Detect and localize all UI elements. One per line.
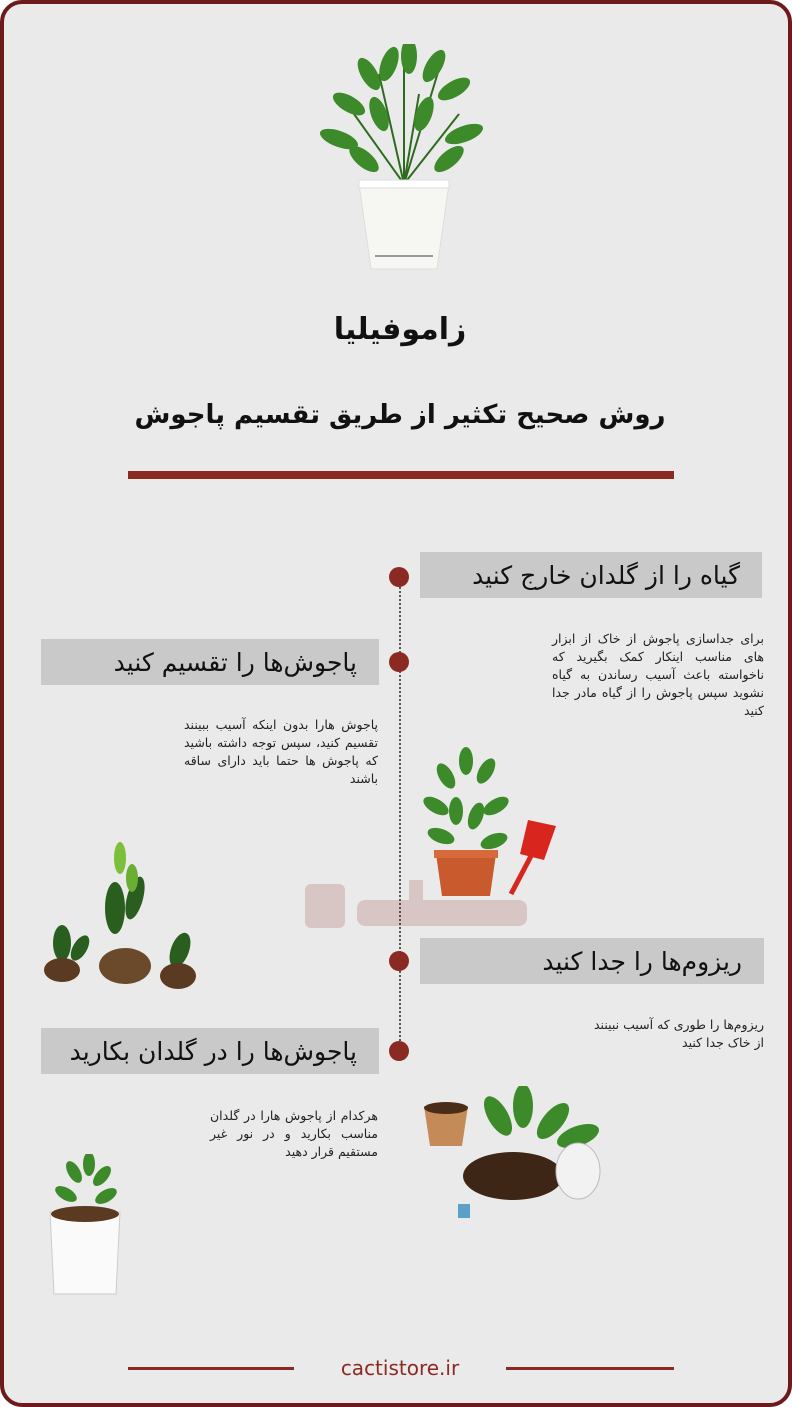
zz-plant-pot-image xyxy=(309,44,499,280)
timeline-line xyxy=(399,576,401,1052)
store-watermark-logo xyxy=(299,870,539,934)
step-4-description: هرکدام از پاجوش هارا در گلدان مناسب بکارید و در نور غیر مستقیم قرار دهید xyxy=(210,1108,378,1159)
potted-offset-image xyxy=(44,1154,126,1300)
step-1-description: برای جداسازی پاجوش از خاک از ابزار های مناسب اینکار کمک بگیرید که ناخواسته باعث آسیب رساندن به گیاه نشوید سپس پاجوش را از گیاه مادر جدا کنید xyxy=(552,631,764,718)
step-1-heading: گیاه را از گلدان خارج کنید xyxy=(420,552,762,598)
step-2-description: پاجوش هارا بدون اینکه آسیب ببینند تقسیم کنید، سپس توجه داشته باشید که پاجوش ها حتما باید دارای ساقه باشند xyxy=(184,717,378,786)
timeline-dot xyxy=(389,567,409,587)
footer-line-right xyxy=(506,1367,674,1370)
page-title: زاموفیلیا xyxy=(333,312,467,347)
title-divider xyxy=(128,471,674,479)
timeline-dot xyxy=(389,1041,409,1061)
timeline-dot xyxy=(389,652,409,672)
page-subtitle: روش صحیح تکثیر از طریق تقسیم پاجوش xyxy=(134,400,666,430)
step-3-description: ریزوم‌ها را طوری که آسیب نبینند از خاک جدا کنید xyxy=(594,1017,764,1050)
rhizome-separation-image xyxy=(418,1086,618,1236)
divided-offsets-image xyxy=(40,838,208,998)
timeline-dot xyxy=(389,951,409,971)
step-3-heading: ریزوم‌ها را جدا کنید xyxy=(420,938,764,984)
footer-line-left xyxy=(128,1367,294,1370)
step-4-heading: پاجوش‌ها را در گلدان بکارید xyxy=(41,1028,379,1074)
footer-site-link[interactable]: cactistore.ir xyxy=(340,1356,460,1380)
step-2-heading: پاجوش‌ها را تقسیم کنید xyxy=(41,639,379,685)
